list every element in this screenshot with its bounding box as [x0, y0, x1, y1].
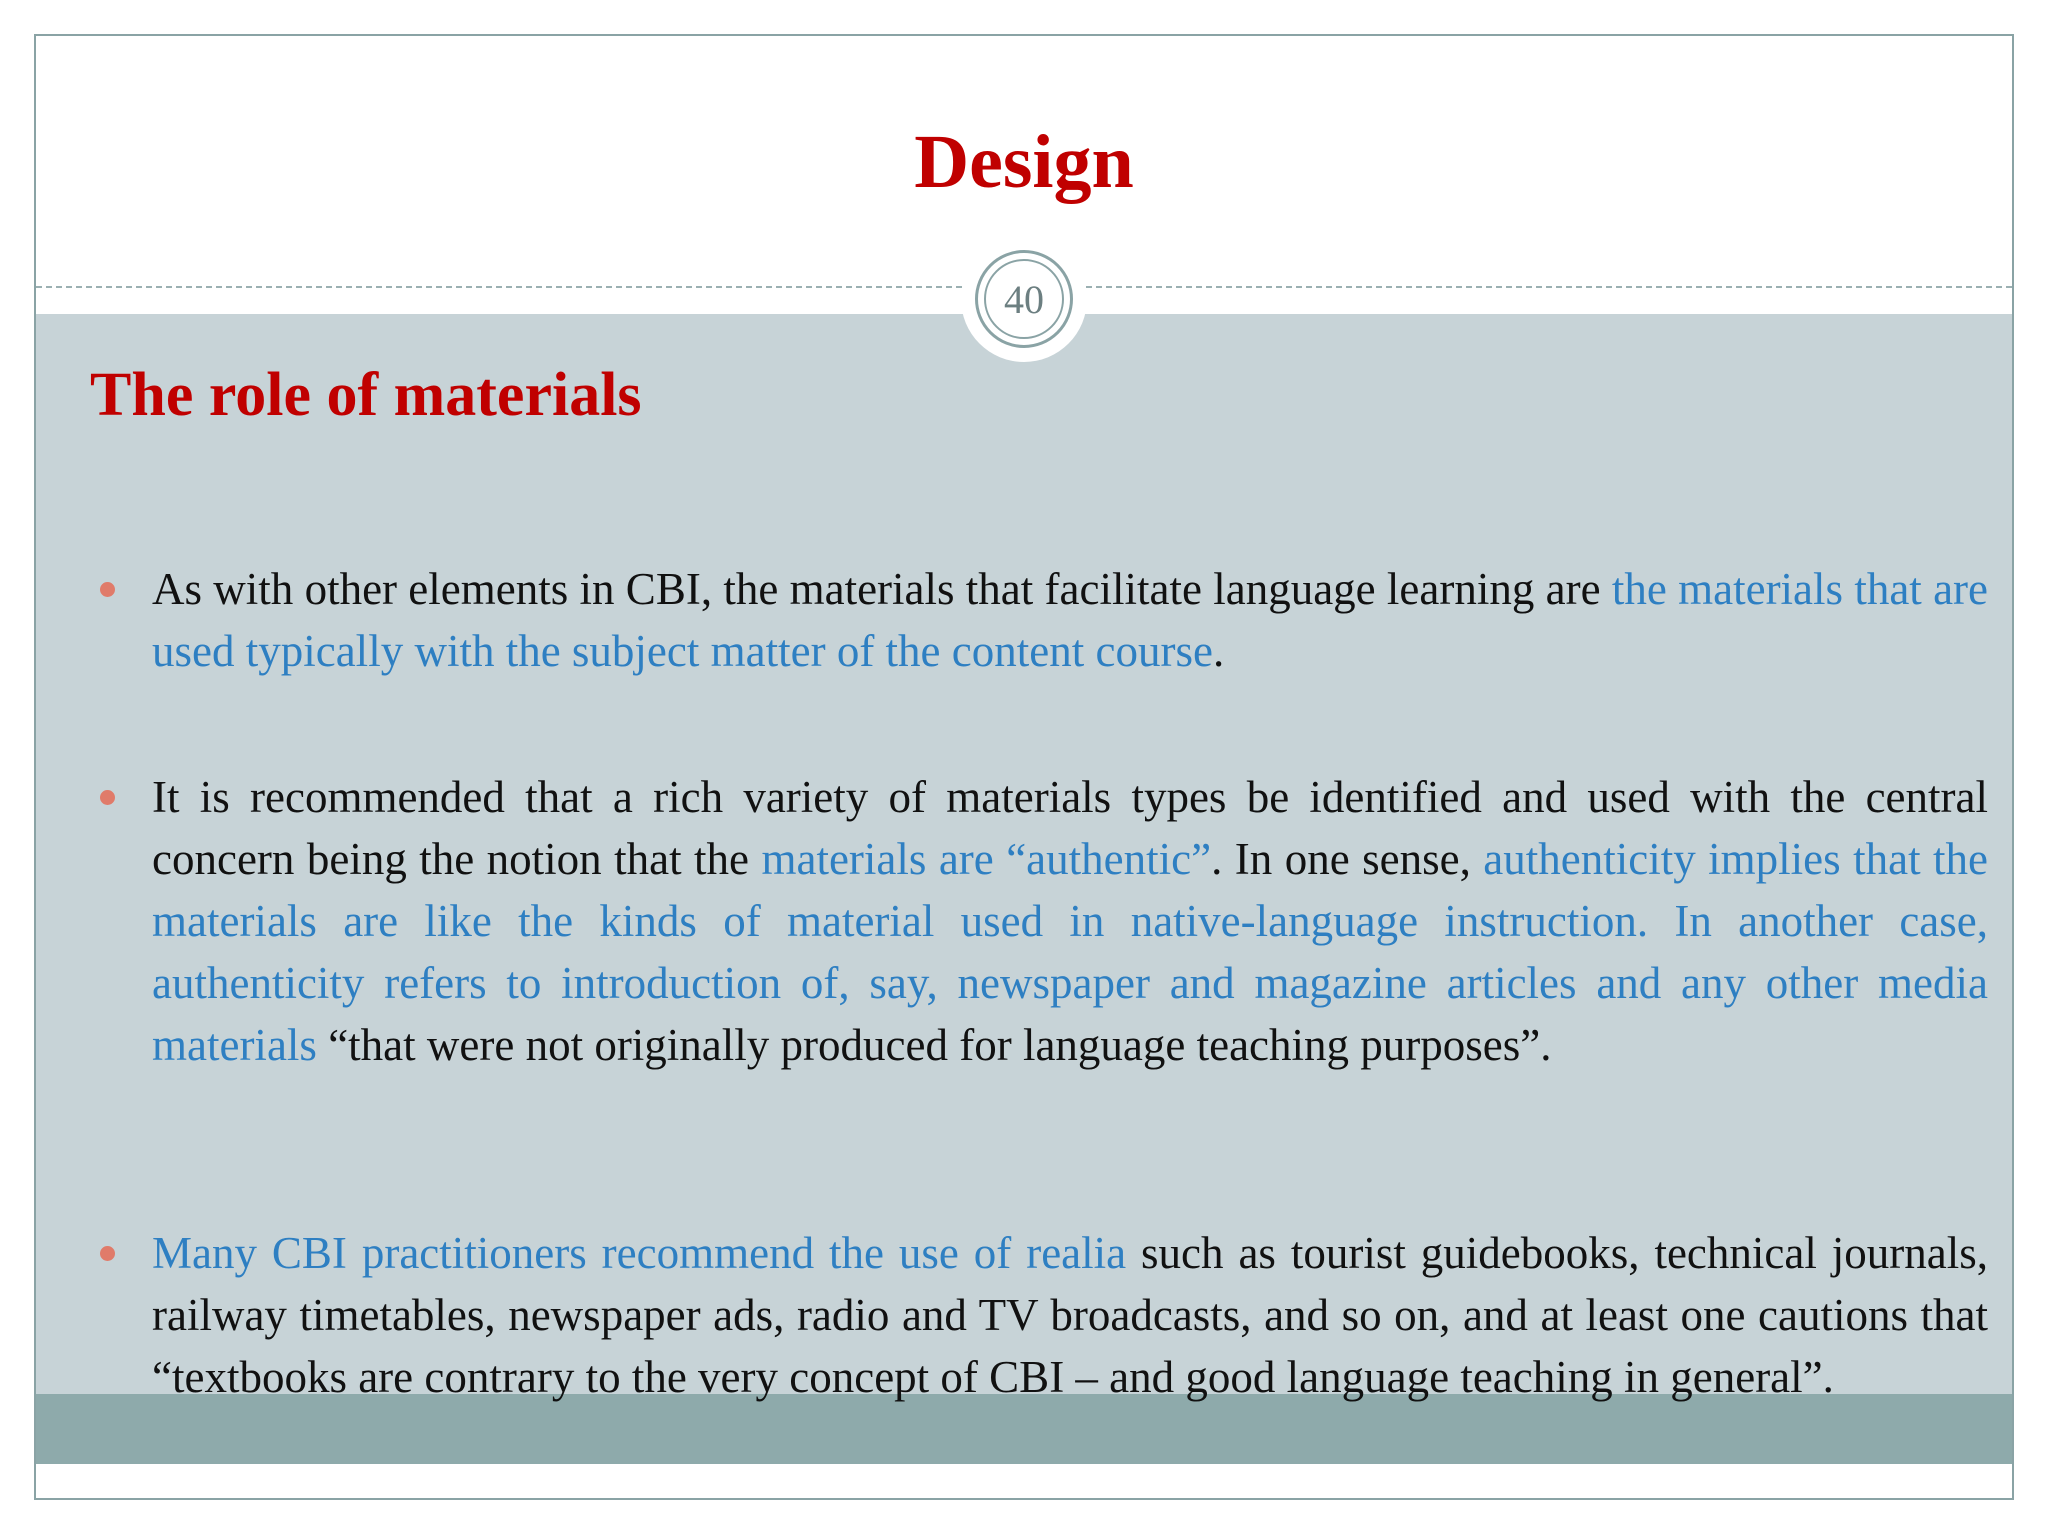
bullet-icon	[100, 790, 115, 805]
bullet-text: “that were not originally produced for language teaching purposes”.	[316, 1020, 1552, 1070]
highlighted-text: the materials that are used typically with the subject matter of the content course	[152, 564, 1989, 676]
highlighted-text: authenticity implies that the materials are like the kinds of material used in native-language instruction. In another case, authenticity refers to introduction of, say, newspaper and magazine articles and any other media materials	[152, 834, 1988, 1070]
bullet-item	[152, 1222, 1988, 1408]
page-number: 40	[984, 259, 1064, 339]
highlighted-text: materials are “authentic”	[761, 834, 1212, 884]
highlighted-text: Many CBI practitioners recommend the use of realia	[152, 1228, 1127, 1278]
bullet-text: such as tourist guidebooks, technical journals, railway timetables, newspaper ads, radio and TV broadcasts, and so on, and at least one cautions that “textbooks are contrary to the very concept of CBI – and good language teaching in general”.	[152, 1228, 1988, 1402]
bullet-text: As with other elements in CBI, the materials that facilitate language learning are	[152, 564, 1612, 614]
bullet-text: . In one sense,	[1211, 834, 1484, 884]
bullet-icon	[100, 582, 115, 597]
bullet-text: .	[1212, 626, 1225, 676]
slide	[34, 34, 2014, 1500]
bullet-icon	[100, 1246, 115, 1261]
section-heading: The role of materials	[90, 361, 642, 429]
bullet-item	[152, 766, 1988, 1076]
bullet-item	[152, 558, 1988, 682]
bullet-list	[36, 36, 2012, 1498]
slide-title: Design	[914, 120, 1134, 204]
bullet-text: It is recommended that a rich variety of materials types be identified and used with the central concern being the notion that the	[152, 772, 1988, 884]
